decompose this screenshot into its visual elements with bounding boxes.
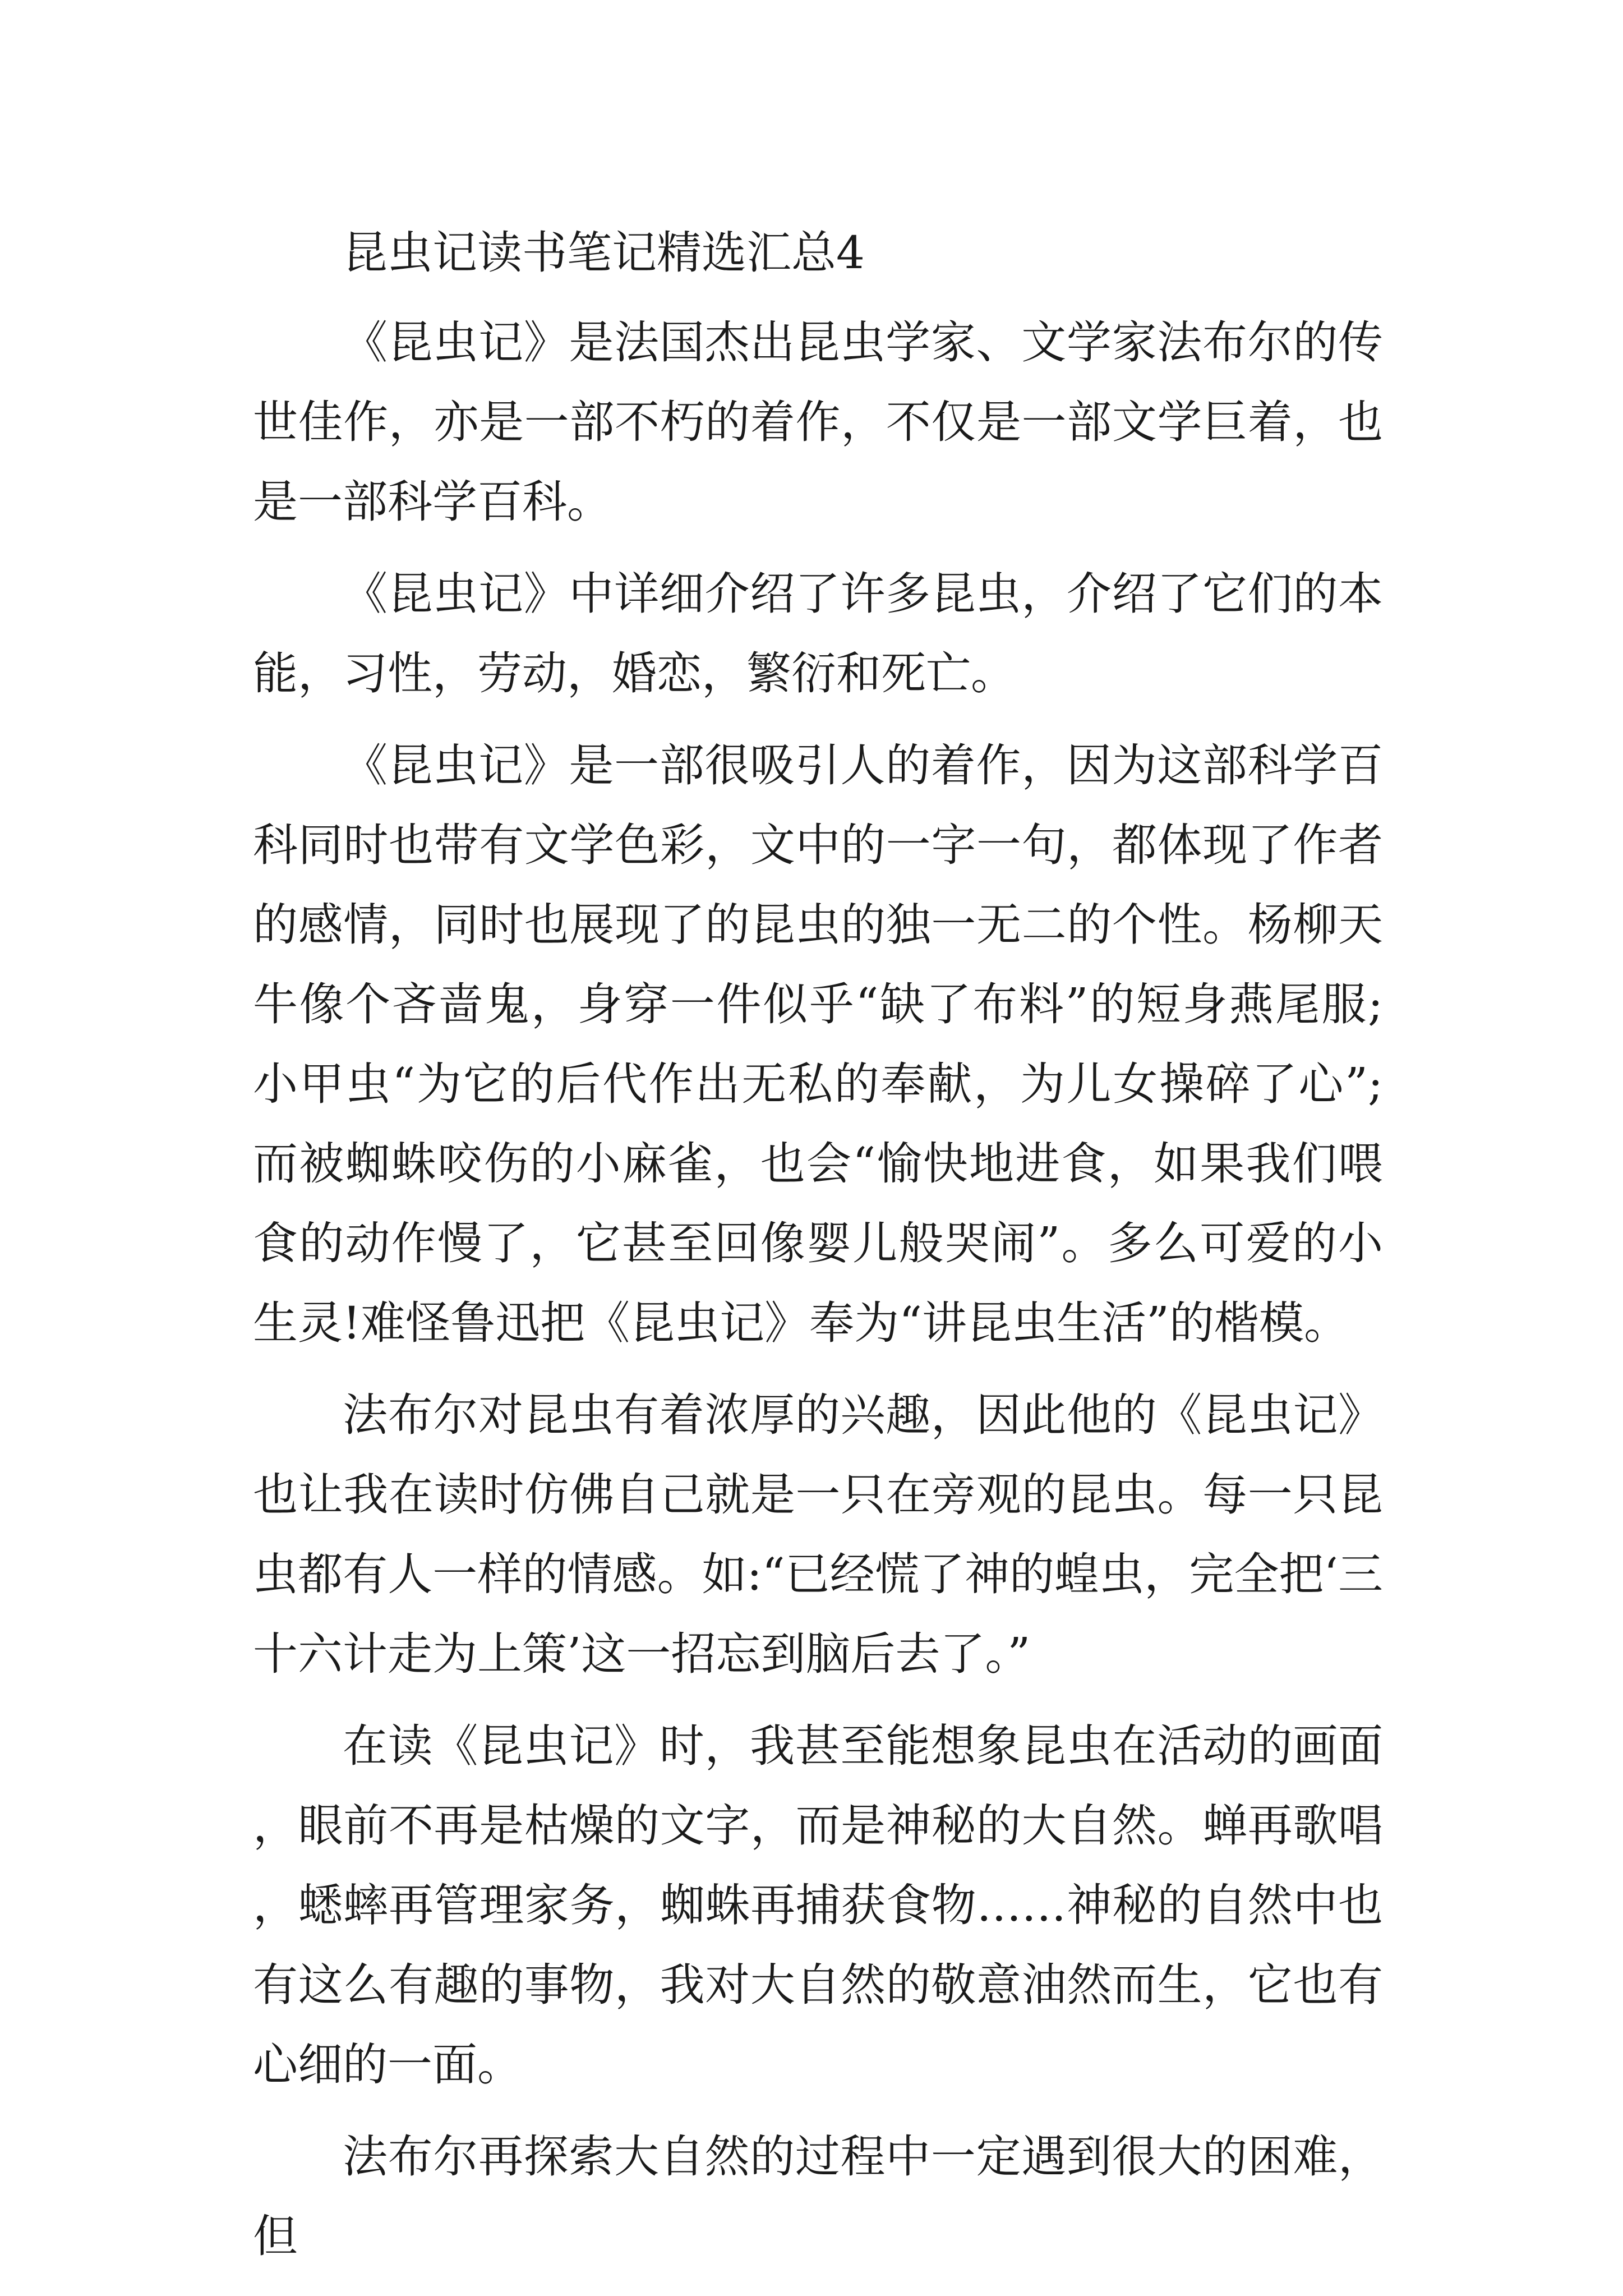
paragraph-intro: 《昆虫记》是法国杰出昆虫学家、文学家法布尔的传世佳作，亦是一部不朽的着作，不仅是一部文学巨着，也是一部科学百科。 [253,316,1383,528]
paragraph-interest: 法布尔对昆虫有着浓厚的兴趣，因此他的《昆虫记》也让我在读时仿佛自己就是一只在旁观的昆虫。每一只昆虫都有人一样的情感。如:“已经慌了神的蝗虫，完全把‘三十六计走为上策’这一招忘到脑后去了。” [253,1389,1383,1680]
paragraph-contents: 《昆虫记》中详细介绍了许多昆虫，介绍了它们的本能，习性，劳动，婚恋，繁衍和死亡。 [253,568,1383,700]
paragraph-difficulty: 法布尔再探索大自然的过程中一定遇到很大的困难，但 [253,2131,1383,2262]
document-title: 昆虫记读书笔记精选汇总4 [343,227,865,279]
paragraph-imagination: 在读《昆虫记》时，我甚至能想象昆虫在活动的画面，眼前不再是枯燥的文字，而是神秘的大自然。蝉再歌唱，蟋蟀再管理家务，蜘蛛再捕获食物……神秘的自然中也有这么有趣的事物，我对大自然的敬意油然而生，它也有心细的一面。 [253,1720,1383,2091]
paragraph-appeal: 《昆虫记》是一部很吸引人的着作，因为这部科学百科同时也带有文学色彩，文中的一字一句，都体现了作者的感情，同时也展现了的昆虫的独一无二的个性。杨柳天牛像个吝啬鬼，身穿一件似乎“缺了布料”的短身燕尾服;小甲虫“为它的后代作出无私的奉献，为儿女操碎了心”;而被蜘蛛咬伤的小麻雀，也会“愉快地进食，如果我们喂食的动作慢了，它甚至回像婴儿般哭闹”。多么可爱的小生灵!难怪鲁迅把《昆虫记》奉为“讲昆虫生活”的楷模。 [253,739,1383,1349]
document-body [253,213,1383,2289]
